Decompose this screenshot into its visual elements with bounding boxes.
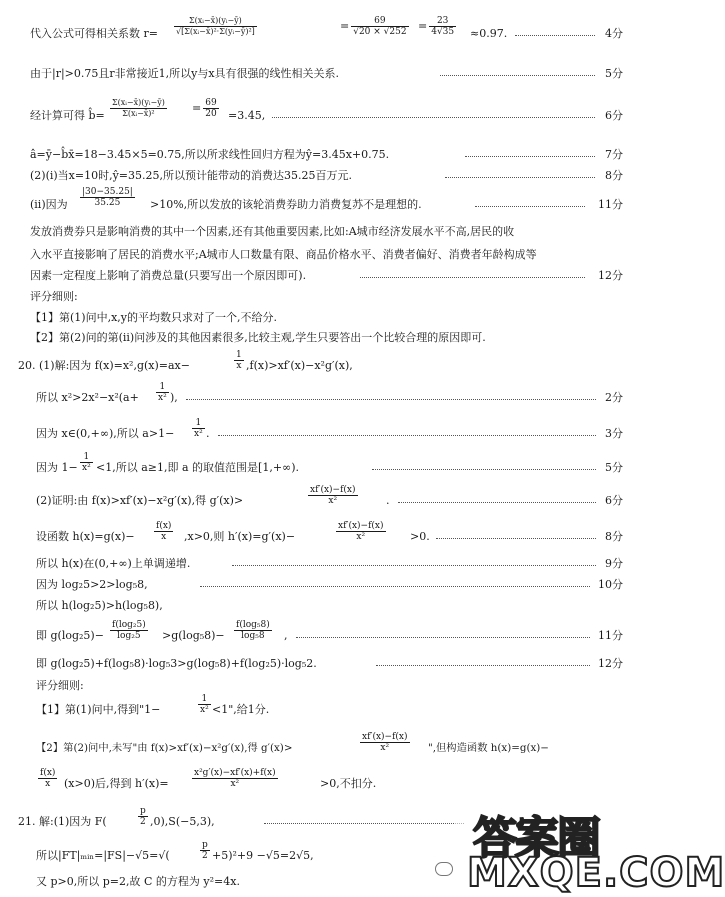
paragraph-text: 入水平直接影响了居民的消费水平;A城市人口数量有限、商品价格水平、消费者偏好、消费者年龄构成等 xyxy=(30,248,537,261)
step-num: 1 xyxy=(192,418,205,429)
score-mark: 2分 xyxy=(605,391,623,404)
conclusion-text: 由于|r|>0.75且r非常接近1,所以y与x具有很强的线性相关关系. xyxy=(30,67,340,80)
rubric-num-2: x²g′(x)−xf′(x)+f(x) xyxy=(194,768,276,778)
rubric-frac xyxy=(360,732,410,753)
score-mark: 10分 xyxy=(598,578,623,591)
step-den: log₂5 xyxy=(117,631,141,641)
step-fraction-2 xyxy=(232,620,274,641)
slope-eq: = $\frac{69}{20}$ xyxy=(192,98,217,119)
step-mid: >g(log₅8)− xyxy=(162,629,225,642)
step-frac-2 xyxy=(336,521,386,542)
step-text: 因为 1− xyxy=(36,461,78,474)
watermark-logo xyxy=(455,798,725,897)
dot-leader xyxy=(372,469,596,471)
step-mid: ,x>0,则 h′(x)=g′(x)− xyxy=(184,530,296,543)
eq2-frac xyxy=(429,16,456,37)
ratio-tail: >10%,所以发放的该轮消费券助力消费复苏不是理想的. xyxy=(150,198,422,211)
step-frac-2 xyxy=(234,620,272,641)
step-den: x xyxy=(161,532,167,542)
watermark-top-text: 答案圈 xyxy=(473,813,599,864)
score-mark: 12分 xyxy=(598,657,623,670)
paragraph-line-2 xyxy=(0,245,645,265)
step-text: 即 g(log₂5)+f(log₅8)·log₅3>g(log₅8)+f(log₂5)·log₅2. xyxy=(36,657,317,670)
rubric-text: (x>0)后,得到 h′(x)= xyxy=(64,777,169,790)
rubric-text: 【1】第(1)问中,得到"1− xyxy=(36,703,161,716)
eq1-den: √20 × √252 xyxy=(353,27,407,37)
slope-intro: 经计算可得 b̂= xyxy=(30,109,105,122)
score-mark: 6分 xyxy=(605,109,623,122)
step-text: 所以 h(log₂5)>h(log₅8), xyxy=(36,599,163,612)
q20-line-5 xyxy=(0,485,645,511)
q20-line-11 xyxy=(0,654,645,674)
q21-den: 2 xyxy=(140,817,146,827)
step-text: 因为 log₂5>2>log₅8, xyxy=(36,578,148,591)
step-fraction xyxy=(306,485,360,506)
slope-frac xyxy=(110,98,167,119)
corr-eq1: = $\frac{69}{√20 \times √252}$ xyxy=(340,16,407,37)
step-tail: <1,所以 a≥1,即 a 的取值范围是[1,+∞). xyxy=(96,461,299,474)
step-num: xf′(x)−f(x) xyxy=(310,485,356,495)
dot-leader xyxy=(376,665,590,667)
slope-eq-den: 20 xyxy=(205,109,217,119)
step-frac xyxy=(200,840,210,861)
step-den: 2 xyxy=(202,851,208,861)
rubric-heading: 评分细则: xyxy=(30,290,78,303)
dot-leader xyxy=(436,538,596,540)
dot-leader xyxy=(398,502,596,504)
step-frac xyxy=(110,620,148,641)
step-frac xyxy=(156,382,169,403)
eq1-num: 69 xyxy=(351,16,408,27)
rubric-fraction xyxy=(196,694,213,715)
formula-intro: 代入公式可得相关系数 r= xyxy=(30,27,158,40)
score-mark: 8分 xyxy=(605,169,623,182)
rubric-item-3 xyxy=(0,694,645,720)
dot-leader xyxy=(232,565,596,567)
line-slope xyxy=(0,98,645,126)
q21-tail: ,0),S(−5,3), xyxy=(150,815,215,828)
paragraph-text: 因素一定程度上影响了消费总量(只要写出一个原因即可). xyxy=(30,269,307,282)
intercept-text: â=ȳ−b̂x̄=18−3.45×5=0.75,所以所求线性回归方程为ŷ=3.45x+0.75. xyxy=(30,148,390,161)
step-text: 因为 x∈(0,+∞),所以 a>1− xyxy=(36,427,175,440)
corr-num: Σ(xᵢ−x̄)(yᵢ−ȳ) xyxy=(174,16,257,27)
step-num: f(log₂5) xyxy=(112,620,146,630)
dot-leader xyxy=(264,823,464,825)
dot-leader xyxy=(465,156,595,158)
step-num: 1 xyxy=(156,382,169,393)
rubric-den: x xyxy=(45,779,51,789)
q20-line-6 xyxy=(0,521,645,547)
q20-line-8 xyxy=(0,575,645,595)
ratio-num: |30−35.25| xyxy=(82,187,133,197)
ratio-intro: (ii)因为 xyxy=(30,198,68,211)
q20-line-7 xyxy=(0,554,645,574)
rubric-item-2 xyxy=(0,328,645,348)
step-fraction xyxy=(78,452,95,473)
corr-fraction xyxy=(172,16,259,37)
q21-fraction xyxy=(136,806,150,827)
step-frac xyxy=(308,485,358,506)
rubric-den: x² xyxy=(200,705,209,715)
step-text: 设函数 h(x)=g(x)− xyxy=(36,530,135,543)
rubric-title xyxy=(0,287,645,307)
step-frac xyxy=(192,418,205,439)
step-fraction xyxy=(190,418,207,439)
rubric-tail: >0,不扣分. xyxy=(320,777,377,790)
q20-num: 1 xyxy=(236,350,242,360)
corr-den: √[Σ(xᵢ−x̄)²·Σ(yᵢ−ȳ)²] xyxy=(176,27,255,36)
q20-line-9 xyxy=(0,596,645,616)
rubric-fraction-2 xyxy=(190,768,280,789)
step-text: 又 p>0,所以 p=2,故 C 的方程为 y²=4x. xyxy=(36,875,240,888)
step-num-2: xf′(x)−f(x) xyxy=(338,521,384,531)
rubric-title-2 xyxy=(0,676,645,696)
q20-frac xyxy=(234,350,244,371)
q20-tail: ,f(x)>xf′(x)−x²g′(x), xyxy=(246,359,353,372)
rubric-text: 【2】第(2)问的第(ii)问涉及的其他因素很多,比较主观,学生只要答出一个比较合理的原因即可. xyxy=(30,331,486,344)
ratio-frac xyxy=(80,187,135,208)
rubric-tail: <1",给1分. xyxy=(212,703,270,716)
q20-den: x xyxy=(236,361,242,371)
rubric-item-4 xyxy=(0,732,645,758)
dot-leader xyxy=(200,586,590,588)
q20-line-10 xyxy=(0,620,645,646)
step-den: x² xyxy=(328,496,338,506)
rubric-item-1 xyxy=(0,308,645,328)
score-mark: 7分 xyxy=(605,148,623,161)
dot-leader xyxy=(272,117,595,119)
score-mark: 5分 xyxy=(605,67,623,80)
eq1-frac xyxy=(351,16,408,37)
corr-tail: ≈0.97. xyxy=(470,27,508,40)
prediction-text: (2)(i)当x=10时,ŷ=35.25,所以预计能带动的消费达35.25百万元. xyxy=(30,169,353,182)
step-fraction-2 xyxy=(334,521,388,542)
rubric-den: x² xyxy=(380,743,390,753)
dot-leader xyxy=(360,277,585,279)
rubric-heading: 评分细则: xyxy=(36,679,84,692)
rubric-num: 1 xyxy=(198,694,211,705)
rubric-frac xyxy=(38,768,57,789)
step-fraction xyxy=(152,521,175,542)
watermark-bottom-text: MXQE.COM xyxy=(467,850,725,896)
dot-leader xyxy=(218,435,596,437)
rubric-frac-2 xyxy=(192,768,278,789)
step-den-2: log₅8 xyxy=(241,631,265,641)
q20-statement xyxy=(0,350,645,376)
step-tail: ), xyxy=(170,391,178,404)
q20-line-2 xyxy=(0,382,645,408)
step-text: 所以 h(x)在(0,+∞)上单调递增. xyxy=(36,557,191,570)
corr-frac xyxy=(174,16,257,37)
step-text: 所以 x²>2x²−x²(a+ xyxy=(36,391,139,404)
line-ratio xyxy=(0,187,645,215)
eq2-num: 23 xyxy=(429,16,456,27)
line-prediction xyxy=(0,166,645,186)
score-mark: 6分 xyxy=(605,494,623,507)
dot-leader xyxy=(440,75,595,77)
score-mark: 3分 xyxy=(605,427,623,440)
rubric-num: f(x) xyxy=(40,768,56,778)
rubric-fraction xyxy=(36,768,59,789)
step-text: (2)证明:由 f(x)>xf′(x)−x²g′(x),得 g′(x)> xyxy=(36,494,244,507)
q21-frac xyxy=(138,806,148,827)
step-fraction xyxy=(108,620,150,641)
step-text: 所以|FT|ₘᵢₙ=|FS|−√5=√( xyxy=(36,849,170,862)
paragraph-text: 发放消费券只是影响消费的其中一个因素,还有其他重要因素,比如:A城市经济发展水平不高,居民的收 xyxy=(30,225,515,238)
q21-intro: 21. 解:(1)因为 F( xyxy=(18,815,107,828)
q20-line-3 xyxy=(0,418,645,444)
slope-eq-num: 69 xyxy=(205,98,217,108)
ratio-fraction xyxy=(78,187,137,208)
step-den: x² xyxy=(82,463,91,473)
corr-eq2: = $\frac{23}{4√35}$ xyxy=(418,16,455,37)
line-conclusion xyxy=(0,64,645,84)
score-mark: 8分 xyxy=(605,530,623,543)
ratio-den: 35.25 xyxy=(94,198,121,208)
step-tail: +5)²+9 −√5=2√5, xyxy=(212,849,314,862)
step-num-2: f(log₅8) xyxy=(236,620,270,630)
line-intercept xyxy=(0,145,645,165)
step-fraction xyxy=(154,382,171,403)
paragraph-line-1 xyxy=(0,222,645,242)
rubric-tail: ",但构造函数 h(x)=g(x)− xyxy=(428,742,549,754)
dot-leader xyxy=(186,399,596,401)
rubric-fraction xyxy=(358,732,412,753)
step-frac xyxy=(80,452,93,473)
wechat-icon xyxy=(435,862,453,876)
dot-leader xyxy=(515,35,595,37)
score-mark: 5分 xyxy=(605,461,623,474)
dot-leader xyxy=(445,177,595,179)
q20-intro: 20. (1)解:因为 f(x)=x²,g(x)=ax− xyxy=(18,359,190,372)
rubric-den-2: x² xyxy=(230,779,240,789)
slope-tail: =3.45, xyxy=(228,109,266,122)
score-mark: 11分 xyxy=(598,629,623,642)
paragraph-line-3 xyxy=(0,266,645,286)
rubric-num: xf′(x)−f(x) xyxy=(362,732,408,742)
step-frac xyxy=(154,521,173,542)
line-correlation-formula xyxy=(0,16,645,44)
step-fraction xyxy=(198,840,212,861)
q21-num: p xyxy=(140,806,146,816)
step-den-2: x² xyxy=(356,532,366,542)
dot-leader xyxy=(475,206,585,208)
step-num: p xyxy=(202,840,208,850)
eq2-den: 4√35 xyxy=(431,27,455,37)
rubric-item-4-cont xyxy=(0,768,645,794)
q20-line-4 xyxy=(0,452,645,478)
step-num: f(x) xyxy=(156,521,172,531)
step-tail: , xyxy=(284,629,288,642)
slope-den: Σ(xᵢ−x̄)² xyxy=(122,109,155,118)
slope-eq-frac xyxy=(203,98,218,119)
step-text: 即 g(log₂5)− xyxy=(36,629,104,642)
step-tail: . xyxy=(206,427,210,440)
step-tail: >0. xyxy=(410,530,430,543)
dot-leader xyxy=(296,637,590,639)
score-mark: 9分 xyxy=(605,557,623,570)
score-mark: 12分 xyxy=(598,269,623,282)
score-mark: 4分 xyxy=(605,27,623,40)
score-mark: 11分 xyxy=(598,198,623,211)
rubric-text: 【2】第(2)问中,未写"由 f(x)>xf′(x)−x²g′(x),得 g′(x)> xyxy=(36,742,293,754)
step-tail: . xyxy=(386,494,390,507)
step-den: x² xyxy=(158,393,167,403)
step-den: x² xyxy=(194,429,203,439)
rubric-frac xyxy=(198,694,211,715)
step-num: 1 xyxy=(80,452,93,463)
rubric-text: 【1】第(1)问中,x,y的平均数只求对了一个,不给分. xyxy=(30,311,277,324)
slope-fraction xyxy=(108,98,169,119)
slope-num: Σ(xᵢ−x̄)(yᵢ−ȳ) xyxy=(112,98,165,107)
q20-fraction xyxy=(232,350,246,371)
